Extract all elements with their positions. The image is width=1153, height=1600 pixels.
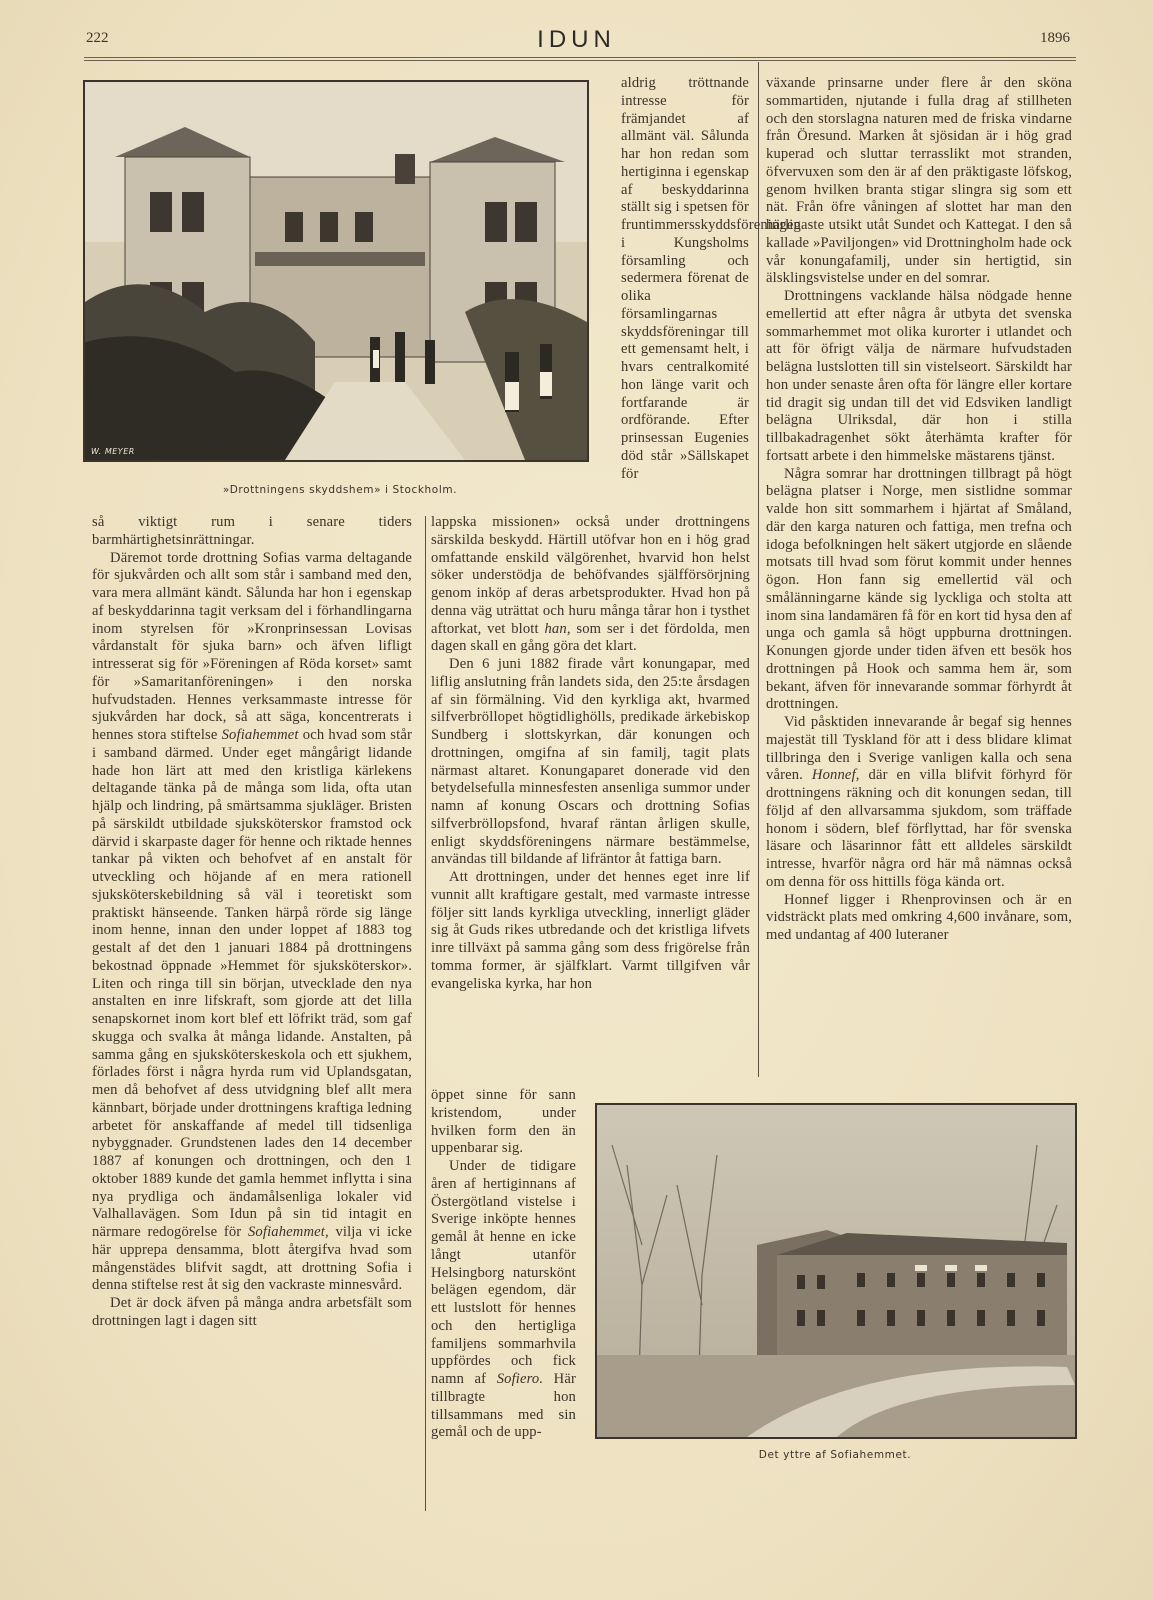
- column-3: [766, 75, 1072, 945]
- figure-sofiahemmet-photo: [595, 1103, 1077, 1439]
- paragraph: lappska missionen» också under drottningens särskilda beskydd. Härtill utöfvar hon en i hög grad omfattande enskild välgörenhet, hvarvid hon helst söker understödja de behöfvandes själfförsörjning genom inköp af deras arbetsprodukter. Hvad hon på denna väg uträttat och huru många tårar hon i tysthet aftorkat, vet blott han, som ser i det fördolda, men dagen skall en gång göra det klart.: [431, 514, 750, 655]
- figure-skyddshem-engraving: [83, 80, 589, 462]
- header-rule: [84, 57, 1076, 58]
- page-number: 222: [86, 30, 109, 46]
- column-divider: [758, 62, 759, 1077]
- paragraph: Under de tidigare åren af hertiginnans af Östergötland vistelse i Sverige inköpte hennes gemål åt henne en icke långt utanför Helsingborg naturskönt belägen egendom, där ett lustslott för hennes och den hertigliga familjens sommarhvila uppfördes och fick namn af Sofiero. Här tillbragte hon tillsammans med sin gemål och de upp-: [431, 1158, 576, 1441]
- column-2-bottom: [431, 1087, 576, 1442]
- paragraph: Det är dock äfven på många andra arbetsfält som drottningen lagt i dagen sitt: [92, 1295, 412, 1329]
- paragraph: Att drottningen, under det hennes eget inre lif vunnit allt kraftigare gestalt, med varmaste intresse följer sitt lands kyrkliga utveckling, innerligt gläder sig åt Guds rikes utbredande och det kristliga lifvets inre tillväxt på samma gång som dess frigörelse från tomma former, är själfklart. Varmt tillgifven vår evangeliska kyrka, har hon: [431, 869, 750, 992]
- header-rule: [84, 60, 1076, 61]
- year: 1896: [1040, 30, 1070, 46]
- paragraph: Några somrar har drottningen tillbragt på högt belägna platser i Norge, men sistlidne sommar valde hon sitt sommarhem i hjärtat af Småland, där den karga naturen och fattiga, men trefna och idoga befolkningen helt säkert utgjorde en slående motsats till hvad som förut kommit under hennes ögon. Hon fann sig emellertid väl och smålänningarne kände sig lyckliga och stolta att inom sina landamären få för en kort tid hysa den af unga och gamla så högt uppburna drottningen. Konungen gjorde under tiden äfven ett besök hos drottningen på Hook och samma hem är, som bekant, äfven för innevarande sommar förhyrdt åt drottningen.: [766, 465, 1072, 713]
- paragraph: öppet sinne för sann kristendom, under hvilken form den än uppenbarar sig.: [431, 1087, 576, 1157]
- paragraph: så viktigt rum i senare tiders barmhärtighetsinrättningar.: [92, 514, 412, 548]
- masthead: IDUN: [537, 26, 616, 53]
- paragraph: Däremot torde drottning Sofias varma deltagande för sjukvården och allt som står i samband med den, vara mera allmänt kändt. Sålunda har hon i egenskap af beskyddarinna tagit verksam del i förhandlingarna inom styrelsen för »Kronprinsessan Lovisas vårdanstalt för sjuka barn» och äfven lifligt intresserat sig för »Föreningen af Röda korset» samt för »Samaritanföreningen» i den norska hufvudstaden. Hennes verksammaste intresse för sjukvården har dock, så att säga, koncentrerats i hennes stora stiftelse Sofiahemmet och hvad som står i samband därmed. Under eget mångårigt lidande hade hon lärt att med den kristliga kärlekens deltagande tänka på de många som lida, ofta utan hjälp och lindring, på smärtsamma sjukläger. Bristen på särskildt utbildade sjuksköterskor framstod ock därvid i skarpaste dager för henne och riktade hennes tankar på vikten och behofvet af en anstalt för utveckling och höjande af en mera rationell sjuksköterskebildning så väl i teoretiskt som praktiskt hänseende. Tanken härpå rörde sig länge inom henne, innan den under loppet af 1883 tog gestalt af det den 1 januari 1884 på drottningens bekostnad öppnade »Hemmet för sjuksköterskor». Liten och ringa till sin början, utvecklade den nya anstalten en inre lifskraft, som gjorde att det lilla senapskornet inom kort blef ett löfrikt träd, som gaf skugga och svalka åt många lidande. Anstalten, på samma gång en sjuksköterskeskola och ett sjukhem, förlades först i några hyrda rum vid Uplandsgatan, men då behofvet af dess utvidgning blef allt mera kännbart, började under drottningens kraftiga ledning arbetet för anskaffande af medel till tidsenliga nybyggnader. Grundstenen lades den 14 december 1887 af konungen och drottningen, och den 1 oktober 1889 kunde det gamla hemmet inflytta i sina nya prydliga och ändamålsenliga lokaler vid Valhallavägen. Som Idun på sin tid intagit en närmare redogörelse för Sofiahemmet, vilja vi icke här upprepa densamma, blott återgifva hvad som mångenstädes blifvit sagdt, att drottning Sofia i denna stiftelse rest åt sig den vackraste minnesvård.: [92, 549, 412, 1294]
- column-divider: [425, 516, 426, 1511]
- column-2-top: [621, 75, 801, 483]
- paragraph: Den 6 juni 1882 firade vårt konungapar, med liflig anslutning från landets sida, den 25:te årsdagen af sin förmälning. Vid den kyrkliga akt, hvarmed silfverbröllopet högtidlighölls, predikade ärkebiskop Sundberg i slottskyrkan, där konungen och drottningen, omgifna af sin familj, tagit plats närmast altaret. Konungaparet donerade vid den betydelsefulla minnesfesten ansenliga summor under namn af konung Oscars och drottning Sofias silfverbröllopsfond, hvaraf räntan årligen skulle, enligt skyddsföreningens närmare bestämmelse, användas till bildande af lifräntor åt fattiga barn.: [431, 656, 750, 868]
- column-2-middle: [431, 514, 750, 993]
- paragraph: Honnef ligger i Rhenprovinsen och är en vidsträckt plats med omkring 4,600 invånare, som, med undantag af 400 luteraner: [766, 891, 1072, 943]
- column-1: [92, 514, 412, 1331]
- figure-caption: »Drottningens skyddshem» i Stockholm.: [222, 484, 458, 496]
- paragraph: aldrig tröttnande intresse för främjandet af allmänt väl. Sålunda har hon redan som hertiginna i egenskap af beskyddarinna ställt sig i spetsen för fruntimmersskyddsföreningen i Kungsholms församling och sedermera förenat de olika församlingarnas skyddsföreningar till ett gemensamt helt, i hvars centralkomité hon länge varit och fortfarande är ordförande. Efter prinsessan Eugenies död står »Sällskapet för: [621, 75, 801, 482]
- paragraph: Drottningens vacklande hälsa nödgade henne emellertid att efter några år utbyta det svenska sommarhemmet mot olika kurorter i utlandet och att för öfrigt välja de närmare hufvudstaden belägna lustslotten till sin vistelseort. Särskildt har hon under senaste åren ofta för längre eller kortare tid dragit sig undan till det vid Edsviken landligt belägna Ulriksdal, där hon i stilla tillbakadragenhet sökt återhämta krafter för fortsatt arbete i den himmelske mästarens tjänst.: [766, 288, 1072, 464]
- figure-caption: Det yttre af Sofiahemmet.: [758, 1449, 912, 1461]
- paragraph: Vid påsktiden innevarande år begaf sig hennes majestät till Tyskland för att i dess blidare klimat tillbringa den i Sverige vanligen kalla och sena våren. Honnef, där en villa blifvit förhyrd för drottningens räkning och dit konungen sedan, till följd af den allvarsamma sjukdom, som träffade honom i södern, blef förflyttad, har för svenska läsare och läsarinnor fått ett alldeles särskildt intresse, hvarför några ord här må nämnas också om denna för oss hittills föga kända ort.: [766, 714, 1072, 890]
- paragraph: växande prinsarne under flere år den sköna sommartiden, njutande i fulla drag af stillheten och den storslagna naturen med de friska vindarne från Öresund. Marken åt sjösidan är i hög grad kuperad och sluttar terrasslikt mot stranden, öfvervuxen som den är af den präktigaste löfskog, genom hvilken branta stigar slingra sig som ett nät. Från öfre våningen af slottet har man den härligaste utsikt utåt Sundet och Kattegat. I den så kallade »Paviljongen» vid Drottningholm hade ock vår konungafamilj, under sin hertigtid, sin älsklingsvistelse under en del somrar.: [766, 75, 1072, 287]
- engraver-signature: W. MEYER: [91, 447, 135, 456]
